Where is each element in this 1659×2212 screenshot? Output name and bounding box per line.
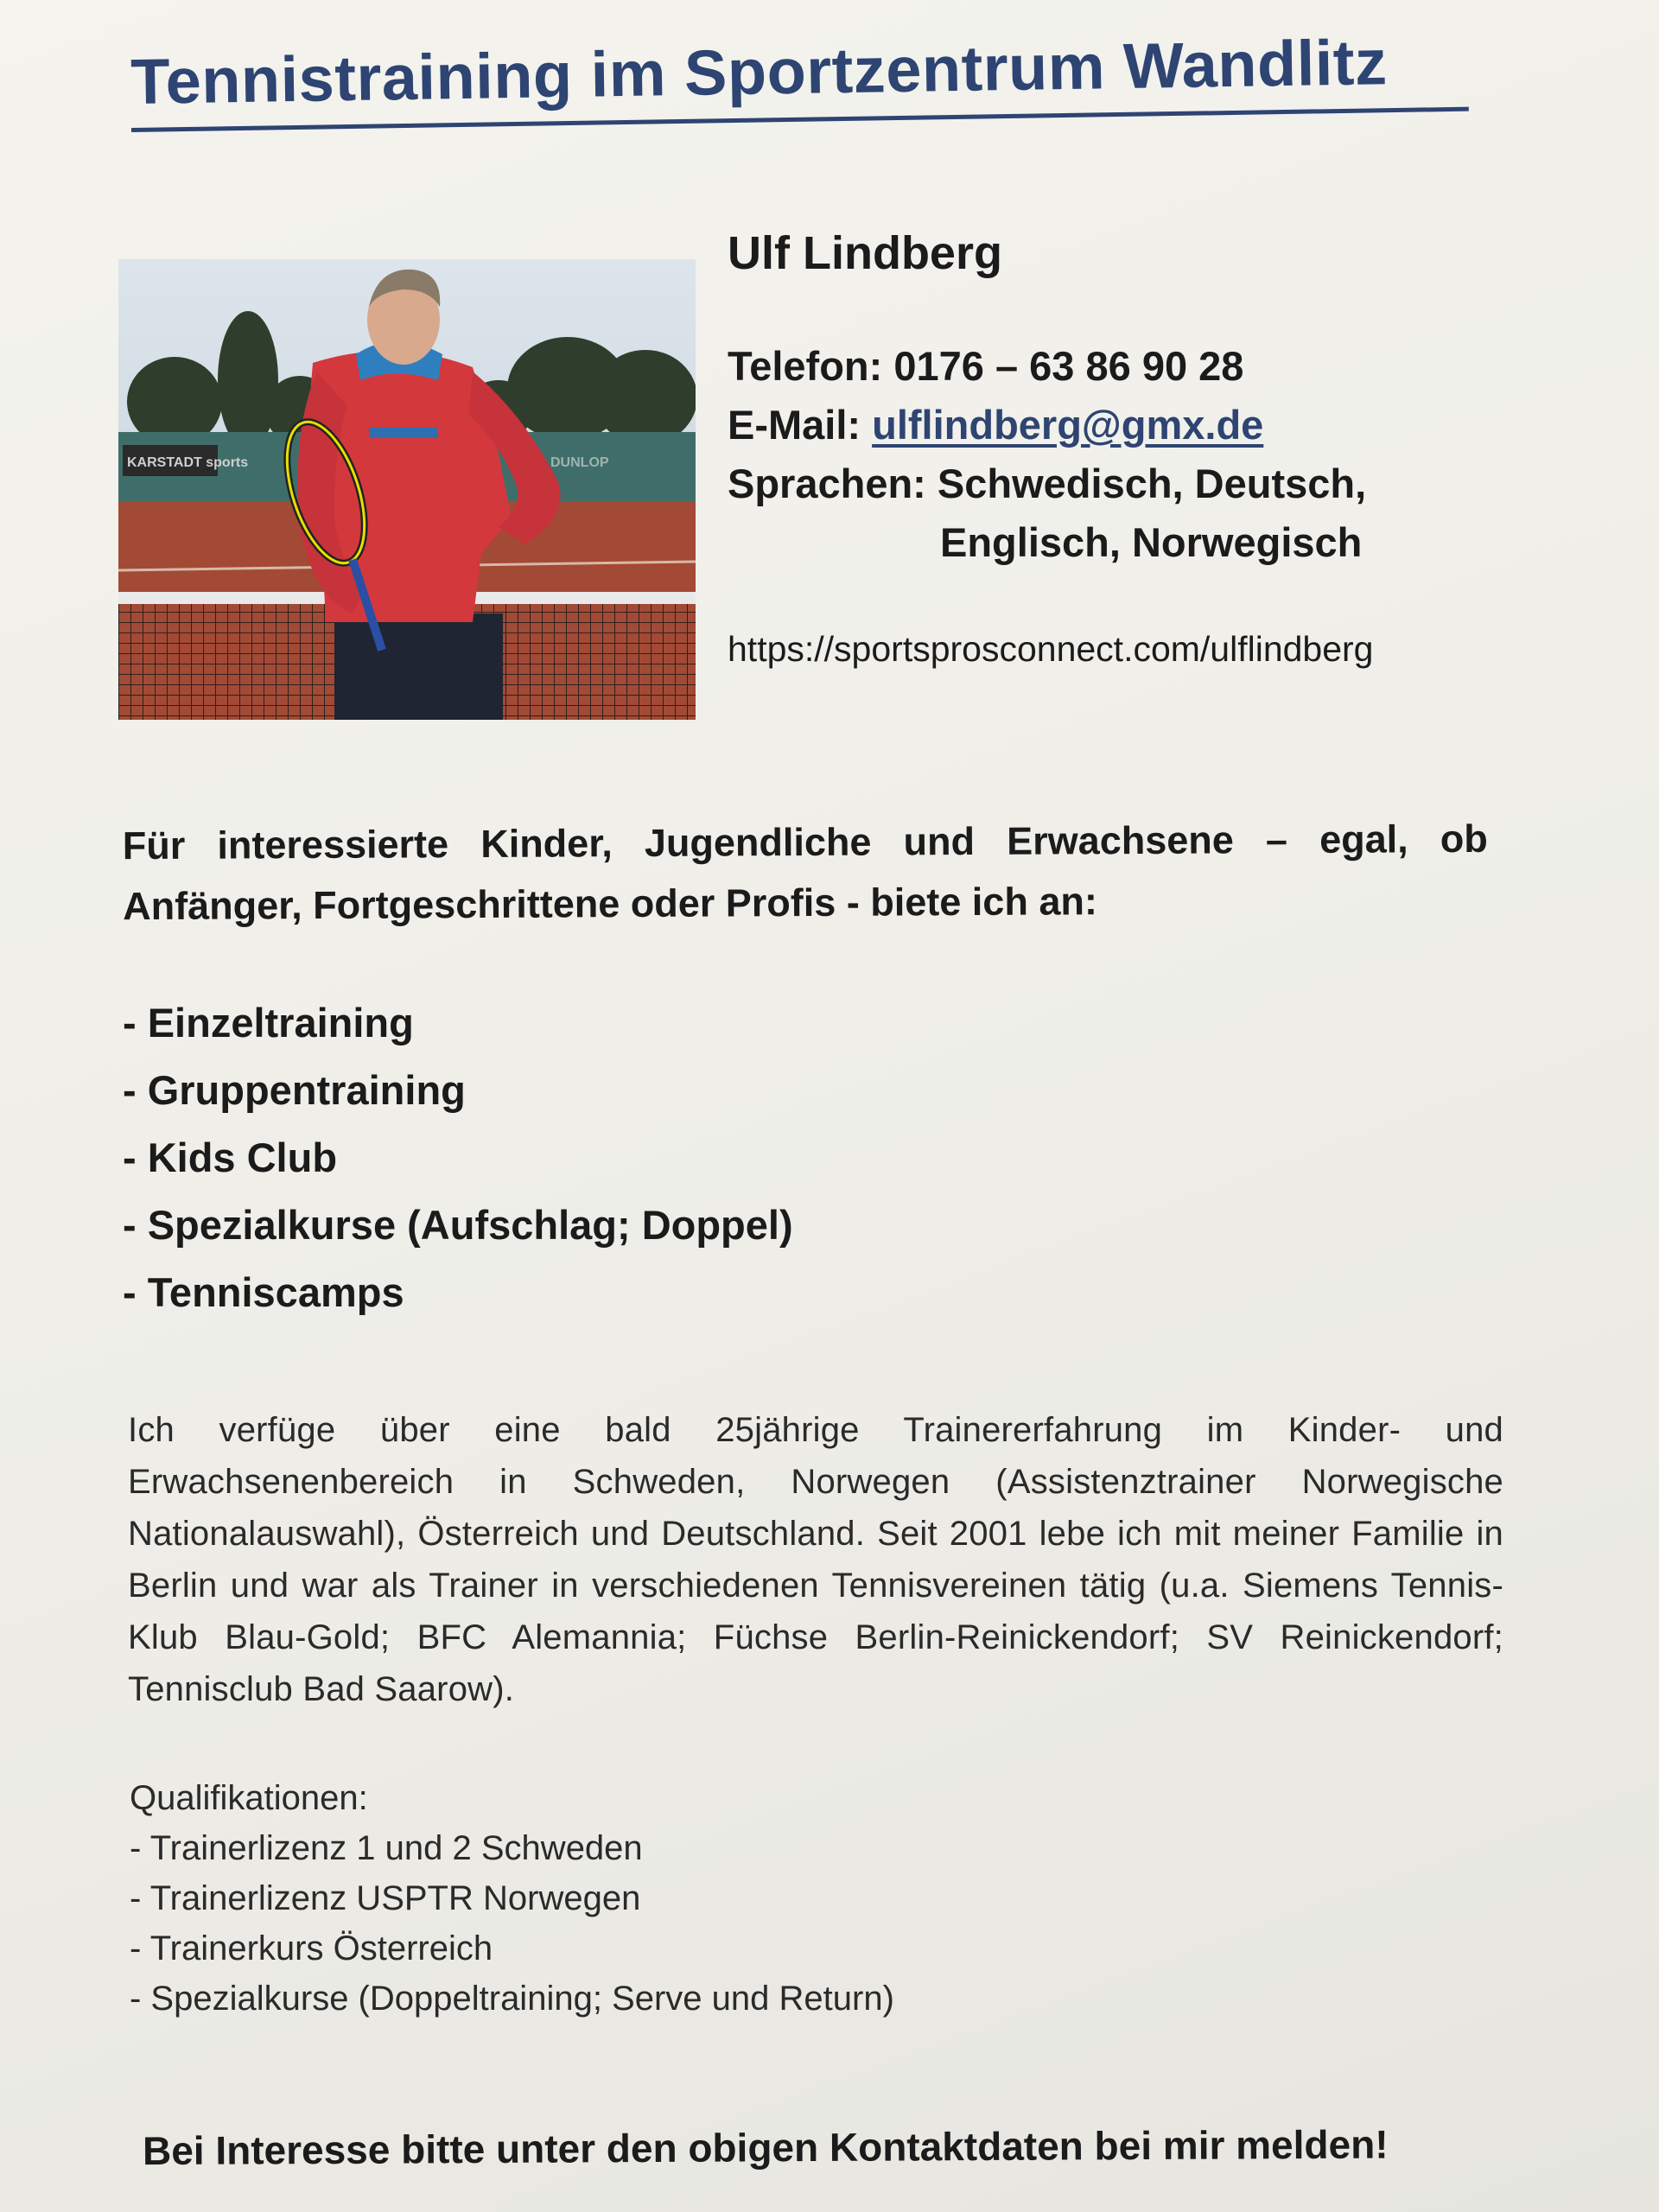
offer-item: - Spezialkurse (Aufschlag; Doppel) — [123, 1202, 793, 1248]
bio-paragraph: Ich verfüge über eine bald 25jährige Trainererfahrung im Kinder- und Erwachsenenbereich in Schweden, Norwegen (Assistenztrainer Norwegische Nationalauswahl), Österreich und Deutschland. Seit 2001 lebe ich mit meiner Familie in Berlin und war als Trainer in verschiedenen Tennisvereinen tätig (u.a. Siemens Tennis-Klub Blau-Gold; BFC Alemannia; Füchse Berlin-Reinickendorf; SV Reinickendorf; Tennisclub Bad Saarow). — [128, 1411, 1503, 1708]
qualification-item: - Trainerlizenz USPTR Norwegen — [130, 1879, 641, 1917]
languages-value-2: Englisch, Norwegisch — [940, 519, 1363, 565]
offer-item: - Kids Club — [123, 1135, 338, 1180]
qualifications-block — [130, 1773, 894, 2024]
qualifications-list — [130, 1823, 894, 2024]
languages-value-1: Schwedisch, Deutsch, — [937, 461, 1367, 506]
offer-item: - Einzeltraining — [123, 1000, 414, 1046]
page-title: Tennistraining im Sportzentrum Wandlitz — [130, 26, 1389, 118]
offer-item: - Tenniscamps — [123, 1269, 404, 1315]
profile-url[interactable]: https://sportsprosconnect.com/ulflindberg — [728, 629, 1374, 669]
contact-block — [728, 226, 1592, 670]
qualification-item: - Spezialkurse (Doppeltraining; Serve und Return) — [130, 1980, 894, 2018]
footer-call-to-action: Bei Interesse bitte unter den obigen Kontaktdaten bei mir melden! — [142, 2121, 1389, 2174]
phone-line — [728, 337, 1592, 396]
banner-right-text: DUNLOP — [550, 455, 609, 470]
coach-photo — [118, 259, 696, 720]
phone-number: 0176 – 63 86 90 28 — [893, 343, 1244, 389]
languages-line — [728, 454, 1592, 513]
offers-list — [123, 989, 793, 1326]
phone-label: Telefon: — [728, 343, 883, 389]
intro-paragraph: Für interessierte Kinder, Jugendliche und Erwachsene – egal, ob Anfänger, Fortgeschrittene oder Profis - biete ich an: — [122, 816, 1488, 929]
email-link[interactable]: ulflindberg@gmx.de — [872, 402, 1264, 448]
banner-left-text: KARSTADT sports — [127, 455, 249, 470]
email-label: E-Mail: — [728, 402, 861, 448]
qualification-item: - Trainerlizenz 1 und 2 Schweden — [130, 1829, 643, 1867]
coach-name: Ulf Lindberg — [728, 227, 1002, 279]
qualification-item: - Trainerkurs Österreich — [130, 1929, 493, 1967]
offer-item: - Gruppentraining — [123, 1067, 466, 1113]
languages-line-2 — [728, 513, 1592, 572]
qualifications-heading: Qualifikationen: — [130, 1779, 368, 1817]
languages-label: Sprachen: — [728, 461, 926, 506]
email-line — [728, 396, 1592, 454]
